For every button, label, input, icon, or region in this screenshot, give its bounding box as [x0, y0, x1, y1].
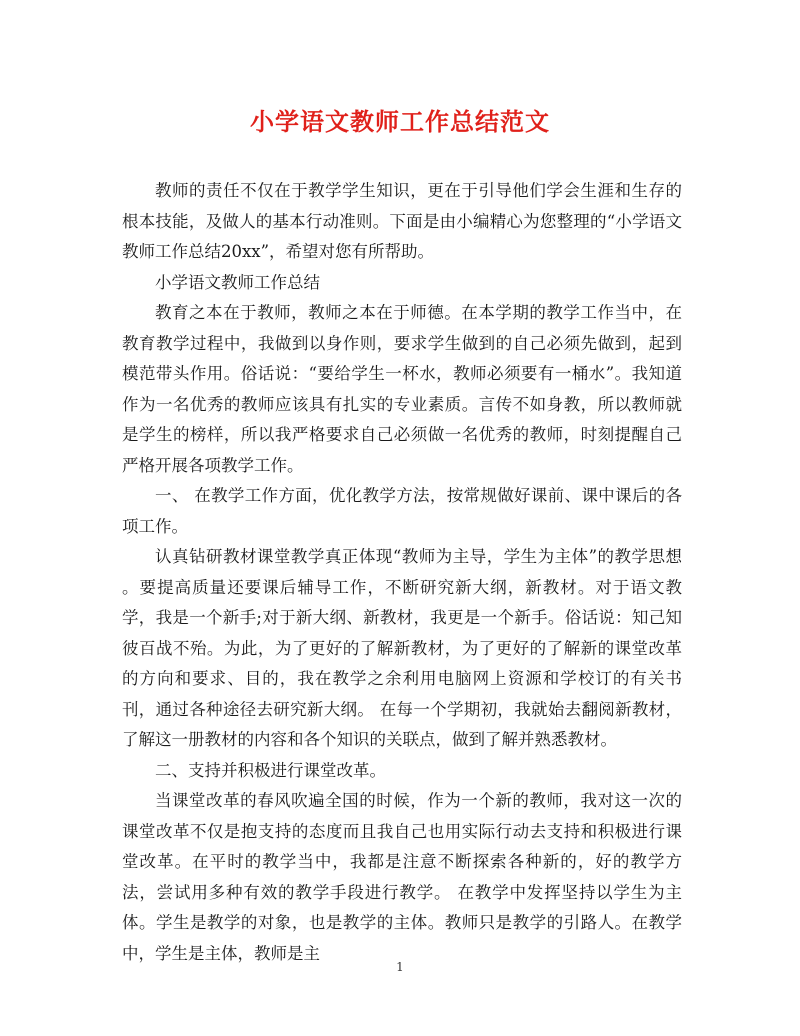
body-paragraph: 认真钻研教材课堂教学真正体现“教师为主导，学生为主体”的教学思想 。要提高质量还要课后辅导工作，不断研究新大纲，新教材。对于语文教学，我是一个新手;对于新大纲、新教材，我更是一个新手。俗话说：知己知彼百战不殆。为此，为了更好的了解新教材，为了更好的了解新的课堂改革的方向和要求、目的，我在教学之余利用电脑网上资源和学校订的有关书刊，通过各种途径去研究新大纲。 在每一个学期初，我就始去翻阅新教材，了解这一册教材的内容和各个知识的关联点，做到了解并熟悉教材。: [122, 547, 682, 749]
intro-paragraph: 教师的责任不仅在于教学学生知识，更在于引导他们学会生涯和生存的根本技能，及做人的基本行动准则。下面是由小编精心为您整理的“小学语文教师工作总结20xx”，希望对您有所帮助。: [122, 181, 682, 261]
section-heading: 二、支持并积极进行课堂改革。: [155, 760, 386, 780]
body-paragraph: 当课堂改革的春风吹遍全国的时候，作为一个新的教师，我对这一次的课堂改革不仅是抱支持的态度而且我自己也用实际行动去支持和积极进行课堂改革。在平时的教学当中，我都是注意不断探索各种新的，好的教学方法，尝试用多种有效的教学手段进行教学。 在教学中发挥坚持以学生为主体。学生是教学的对象，也是教学的主体。教师只是教学的引路人。在教学中，学生是主体，教师是主: [122, 791, 682, 963]
section-heading: 小学语文教师工作总结: [155, 272, 320, 292]
page-number: 1: [396, 960, 404, 974]
document-title: 小学语文教师工作总结范文: [250, 107, 550, 136]
body-paragraph: 教育之本在于教师，教师之本在于师德。在本学期的教学工作当中，在教育教学过程中，我做到以身作则，要求学生做到的自己必须先做到，起到模范带头作用。俗话说：“要给学生一杯水，教师必须要有一桶水”。我知道作为一名优秀的教师应该具有扎实的专业素质。言传不如身教，所以教师就是学生的榜样，所以我严格要求自己必须做一名优秀的教师，时刻提醒自己严格开展各项教学工作。: [122, 303, 682, 475]
document-body: [122, 176, 682, 969]
section-heading: 一、 在教学工作方面，优化教学方法，按常规做好课前、课中课后的各项工作。: [122, 486, 682, 536]
